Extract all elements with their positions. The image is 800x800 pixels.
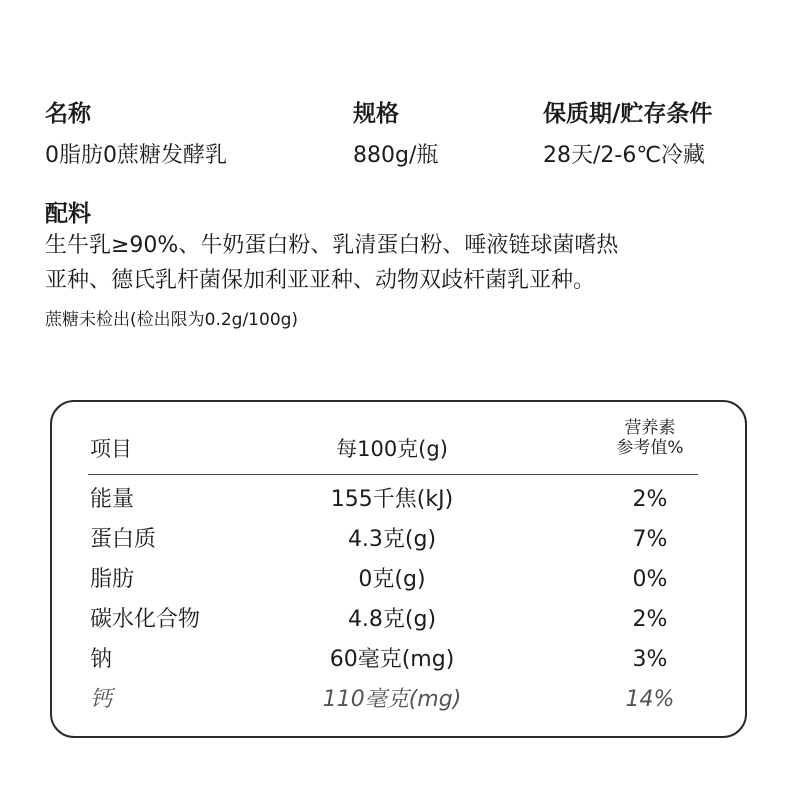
row-nrv: 2% bbox=[632, 607, 668, 632]
row-nrv: 14% bbox=[625, 687, 675, 712]
table-row bbox=[0, 640, 800, 680]
row-amount: 155千焦(kJ) bbox=[330, 487, 454, 512]
col-header-nrv-line-1: 营养素 bbox=[624, 418, 676, 438]
row-nrv: 3% bbox=[632, 647, 668, 672]
row-item: 脂肪 bbox=[90, 567, 135, 592]
table-row bbox=[0, 480, 800, 520]
col-header-item: 项目 bbox=[90, 437, 132, 461]
col-header-per100: 每100克(g) bbox=[336, 437, 448, 461]
row-item: 钠 bbox=[90, 647, 113, 672]
size-label: 规格 bbox=[353, 101, 399, 127]
row-amount: 4.3克(g) bbox=[347, 527, 437, 552]
ingredients-line-2: 亚种、德氏乳杆菌保加利亚亚种、动物双歧杆菌乳亚种。 bbox=[45, 268, 596, 293]
shelf-life-value: 28天/2-6℃冷藏 bbox=[543, 143, 706, 168]
col-header-nrv bbox=[580, 418, 720, 458]
shelf-life-label: 保质期/贮存条件 bbox=[543, 101, 713, 127]
product-name: 0脂肪0蔗糖发酵乳 bbox=[45, 143, 227, 168]
row-item: 蛋白质 bbox=[90, 527, 157, 552]
table-row bbox=[0, 560, 800, 600]
ingredients-label: 配料 bbox=[45, 201, 91, 227]
row-nrv: 7% bbox=[632, 527, 668, 552]
row-nrv: 2% bbox=[632, 487, 668, 512]
row-item: 钙 bbox=[90, 687, 113, 712]
header-divider bbox=[88, 474, 698, 475]
sugar-note: 蔗糖未检出(检出限为0.2g/100g) bbox=[45, 310, 299, 330]
row-amount: 60毫克(mg) bbox=[329, 647, 455, 672]
table-row bbox=[0, 600, 800, 640]
name-label: 名称 bbox=[45, 101, 91, 127]
col-header-nrv-line-2: 参考值% bbox=[616, 438, 684, 458]
row-nrv: 0% bbox=[632, 567, 668, 592]
table-row bbox=[0, 680, 800, 720]
product-size: 880g/瓶 bbox=[353, 143, 439, 168]
row-item: 能量 bbox=[90, 487, 135, 512]
ingredients-line-1: 生牛乳≥90%、牛奶蛋白粉、乳清蛋白粉、唾液链球菌嗜热 bbox=[45, 233, 619, 258]
row-amount: 110毫克(mg) bbox=[322, 687, 462, 712]
row-amount: 0克(g) bbox=[358, 567, 426, 592]
table-row bbox=[0, 520, 800, 560]
row-item: 碳水化合物 bbox=[90, 607, 201, 632]
row-amount: 4.8克(g) bbox=[347, 607, 437, 632]
